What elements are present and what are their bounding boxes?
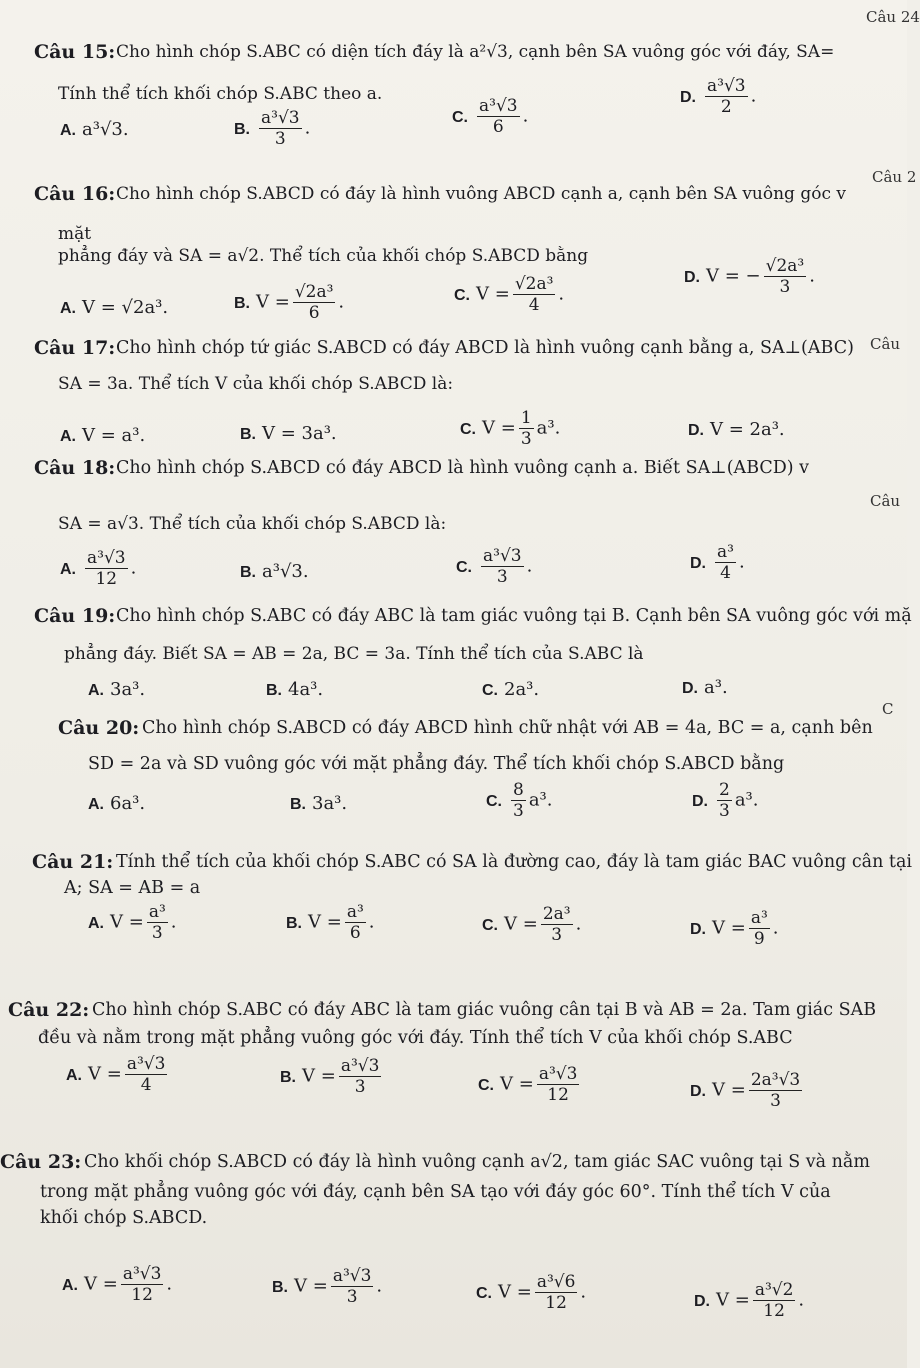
numerator: 2a³√3 bbox=[750, 1070, 801, 1090]
option-value: a³. bbox=[704, 677, 728, 698]
margin-note: C bbox=[882, 700, 894, 718]
option-key: A. bbox=[60, 300, 76, 317]
option-value: V = 2a³. bbox=[710, 419, 785, 440]
option-value: 2a³. bbox=[504, 679, 540, 700]
fraction bbox=[535, 1272, 578, 1313]
option-suffix: . bbox=[558, 283, 565, 305]
question-text: Cho hình chóp S.ABC có đáy ABC là tam giác vuông cân tại B và AB = 2a. Tam giác SAB bbox=[92, 1000, 877, 1020]
option-b[interactable] bbox=[240, 560, 309, 585]
numerator: a³√3 bbox=[479, 96, 518, 116]
question-text: Cho hình chóp S.ABCD có đáy ABCD là hình vuông cạnh a. Biết SA⊥(ABCD) v bbox=[116, 458, 810, 478]
option-a[interactable] bbox=[60, 424, 145, 449]
option-value: 4a³. bbox=[288, 679, 324, 700]
question-text: Cho hình chóp S.ABCD có đáy là hình vuông ABCD cạnh a, cạnh bên SA vuông góc v bbox=[116, 184, 846, 204]
denominator: 3 bbox=[346, 1287, 358, 1307]
numerator: a³√3 bbox=[126, 1054, 166, 1074]
denominator: 6 bbox=[492, 117, 504, 137]
question-number: Câu 22: bbox=[8, 999, 90, 1021]
option-c[interactable] bbox=[454, 274, 564, 315]
question-text: SA = 3a. Thể tích V của khối chóp S.ABCD là: bbox=[58, 374, 454, 394]
option-prefix: V = bbox=[498, 1281, 532, 1303]
fraction bbox=[717, 780, 732, 821]
option-suffix: . bbox=[750, 85, 757, 107]
question-number: Câu 15: bbox=[34, 41, 116, 63]
option-key: C. bbox=[482, 682, 498, 699]
option-key: C. bbox=[456, 558, 472, 576]
question-text: Tính thể tích khối chóp S.ABC theo a. bbox=[58, 84, 383, 104]
margin-note: Câu 24 bbox=[866, 8, 920, 26]
fraction bbox=[715, 542, 736, 583]
question-text: SD = 2a và SD vuông góc với mặt phẳng đáy. Thể tích khối chóp S.ABCD bằng bbox=[88, 754, 785, 774]
numerator: a³√3 bbox=[332, 1266, 372, 1286]
option-key: D. bbox=[682, 680, 698, 697]
option-key: D. bbox=[690, 554, 706, 572]
option-prefix: V = bbox=[482, 417, 516, 439]
denominator: 4 bbox=[140, 1075, 152, 1095]
option-suffix: . bbox=[304, 117, 311, 139]
fraction bbox=[764, 256, 807, 297]
denominator: 3 bbox=[354, 1077, 366, 1097]
fraction bbox=[121, 1264, 164, 1305]
option-prefix: V = bbox=[308, 911, 342, 933]
denominator: 3 bbox=[274, 129, 286, 149]
option-suffix: . bbox=[772, 917, 779, 939]
option-suffix: . bbox=[338, 291, 345, 313]
denominator: 4 bbox=[720, 563, 731, 583]
denominator: 3 bbox=[520, 429, 532, 449]
option-key: C. bbox=[486, 792, 502, 810]
question-text: Cho hình chóp S.ABCD có đáy ABCD hình chữ nhật với AB = 4a, BC = a, cạnh bên bbox=[142, 718, 873, 738]
fraction bbox=[537, 1064, 580, 1105]
fraction bbox=[541, 904, 573, 945]
option-key: B. bbox=[290, 796, 306, 813]
option-prefix: V = bbox=[504, 913, 538, 935]
denominator: 12 bbox=[545, 1293, 567, 1313]
option-a[interactable] bbox=[60, 118, 129, 143]
option-d[interactable] bbox=[690, 908, 779, 949]
option-prefix: V = bbox=[712, 917, 746, 939]
margin-note: Câu bbox=[870, 492, 901, 510]
numerator: 2 bbox=[719, 780, 730, 800]
fraction bbox=[749, 1070, 802, 1111]
numerator: a³√3 bbox=[340, 1056, 380, 1076]
question-number: Câu 16: bbox=[34, 183, 116, 205]
denominator: 3 bbox=[513, 801, 524, 821]
option-suffix: . bbox=[368, 911, 375, 933]
question-text: khối chóp S.ABCD. bbox=[40, 1208, 208, 1228]
option-key: C. bbox=[452, 108, 468, 126]
option-c[interactable] bbox=[452, 96, 528, 137]
fraction bbox=[481, 546, 524, 587]
denominator: 3 bbox=[551, 925, 563, 945]
option-suffix: . bbox=[376, 1275, 383, 1297]
fraction bbox=[331, 1266, 374, 1307]
option-prefix: V = bbox=[110, 911, 144, 933]
question-number: Câu 23: bbox=[0, 1151, 82, 1173]
option-b[interactable] bbox=[240, 422, 337, 447]
option-b[interactable] bbox=[234, 282, 344, 323]
option-b[interactable] bbox=[272, 1266, 382, 1307]
option-b[interactable] bbox=[266, 678, 323, 703]
question-text: phẳng đáy và SA = a√2. Thể tích của khối chóp S.ABCD bằng bbox=[58, 246, 589, 266]
question-text: đều và nằm trong mặt phẳng vuông góc với đáy. Tính thể tích V của khối chóp S.ABC bbox=[38, 1028, 793, 1048]
option-suffix: . bbox=[738, 551, 745, 573]
option-a[interactable] bbox=[60, 296, 168, 321]
option-d[interactable] bbox=[684, 256, 815, 297]
option-key: B. bbox=[234, 294, 250, 312]
question-text: Cho hình chóp S.ABC có đáy ABC là tam giác vuông tại B. Cạnh bên SA vuông góc với mặ bbox=[116, 606, 912, 626]
option-value: V = √2a³. bbox=[82, 297, 169, 318]
option-b[interactable] bbox=[280, 1056, 384, 1097]
numerator: a³ bbox=[717, 542, 734, 562]
numerator: 2a³ bbox=[542, 904, 571, 924]
margin-note: Câu bbox=[870, 335, 901, 353]
option-suffix: . bbox=[166, 1273, 173, 1295]
numerator: a³√3 bbox=[483, 546, 522, 566]
option-key: A. bbox=[60, 122, 76, 139]
option-c[interactable] bbox=[476, 1272, 586, 1313]
option-d[interactable] bbox=[690, 1070, 805, 1111]
fraction bbox=[705, 76, 748, 117]
question-number: Câu 19: bbox=[34, 605, 116, 627]
option-key: B. bbox=[272, 1278, 288, 1296]
option-key: D. bbox=[690, 1082, 706, 1100]
option-key: D. bbox=[692, 792, 708, 810]
option-value: 6a³. bbox=[110, 793, 146, 814]
option-prefix: V = bbox=[88, 1063, 122, 1085]
option-prefix: V = bbox=[294, 1275, 328, 1297]
question-number: Câu 17: bbox=[34, 337, 116, 359]
option-a[interactable] bbox=[88, 792, 145, 817]
question-text: phẳng đáy. Biết SA = AB = 2a, BC = 3a. Tính thể tích của S.ABC là bbox=[64, 644, 644, 664]
option-suffix: . bbox=[170, 911, 177, 933]
option-key: C. bbox=[478, 1076, 494, 1094]
numerator: 8 bbox=[513, 780, 524, 800]
option-suffix: a³. bbox=[734, 789, 759, 811]
option-key: D. bbox=[684, 268, 700, 286]
fraction bbox=[511, 780, 526, 821]
option-key: A. bbox=[88, 682, 104, 699]
fraction bbox=[513, 274, 556, 315]
denominator: 3 bbox=[496, 567, 508, 587]
option-c[interactable] bbox=[486, 780, 553, 821]
option-prefix: V = bbox=[476, 283, 510, 305]
option-suffix: . bbox=[580, 1281, 587, 1303]
numerator: √2a³ bbox=[294, 282, 334, 302]
denominator: 6 bbox=[349, 923, 361, 943]
option-key: B. bbox=[240, 564, 256, 581]
fraction bbox=[259, 108, 302, 149]
option-value: a³√3. bbox=[262, 561, 309, 582]
fraction bbox=[477, 96, 520, 137]
denominator: 4 bbox=[528, 295, 540, 315]
question-text: Cho hình chóp S.ABC có diện tích đáy là a²√3, cạnh bên SA vuông góc với đáy, SA= bbox=[116, 42, 835, 62]
denominator: 12 bbox=[547, 1085, 569, 1105]
numerator: a³√2 bbox=[754, 1280, 794, 1300]
option-key: A. bbox=[62, 1276, 78, 1294]
denominator: 3 bbox=[770, 1091, 781, 1111]
fraction bbox=[339, 1056, 382, 1097]
option-d[interactable] bbox=[688, 418, 785, 443]
question-text: trong mặt phẳng vuông góc với đáy, cạnh bên SA tạo với đáy góc 60°. Tính thể tích V của bbox=[40, 1182, 831, 1202]
option-key: C. bbox=[482, 916, 498, 934]
question-number: Câu 20: bbox=[58, 717, 140, 739]
option-value: a³√3. bbox=[82, 119, 129, 140]
option-prefix: V = bbox=[256, 291, 290, 313]
option-key: B. bbox=[286, 914, 302, 932]
question-text: Cho hình chóp tứ giác S.ABCD có đáy ABCD là hình vuông cạnh bằng a, SA⊥(ABC) bbox=[116, 338, 854, 358]
option-c[interactable] bbox=[456, 546, 532, 587]
option-a[interactable] bbox=[60, 548, 136, 589]
numerator: a³ bbox=[750, 908, 768, 928]
option-key: B. bbox=[234, 120, 250, 138]
option-prefix: V = bbox=[712, 1079, 746, 1101]
option-prefix: V = bbox=[302, 1065, 336, 1087]
option-value: V = a³. bbox=[82, 425, 146, 446]
question-text: mặt bbox=[58, 224, 92, 244]
option-key: B. bbox=[280, 1068, 296, 1086]
question-text: SA = a√3. Thể tích của khối chóp S.ABCD là: bbox=[58, 514, 447, 534]
option-d[interactable] bbox=[680, 76, 756, 117]
option-suffix: . bbox=[526, 555, 533, 577]
option-key: D. bbox=[680, 88, 696, 106]
option-c[interactable] bbox=[482, 904, 581, 945]
fraction bbox=[85, 548, 128, 589]
numerator: √2a³ bbox=[765, 256, 805, 276]
numerator: a³√3 bbox=[261, 108, 300, 128]
numerator: a³√3 bbox=[707, 76, 746, 96]
option-a[interactable] bbox=[88, 678, 145, 703]
option-key: A. bbox=[88, 914, 104, 932]
denominator: 3 bbox=[719, 801, 730, 821]
option-key: A. bbox=[88, 796, 104, 813]
option-suffix: . bbox=[130, 557, 137, 579]
option-prefix: V = − bbox=[706, 265, 761, 287]
question-number: Câu 18: bbox=[34, 457, 116, 479]
option-a[interactable] bbox=[66, 1054, 170, 1095]
option-suffix: . bbox=[522, 105, 529, 127]
option-d[interactable] bbox=[690, 542, 745, 583]
option-key: D. bbox=[688, 422, 704, 439]
fraction bbox=[749, 908, 770, 949]
option-d[interactable] bbox=[692, 780, 759, 821]
option-key: A. bbox=[60, 560, 76, 578]
question-text: A; SA = AB = a bbox=[64, 878, 201, 898]
option-prefix: V = bbox=[716, 1289, 750, 1311]
option-b[interactable] bbox=[234, 108, 310, 149]
fraction bbox=[147, 902, 168, 943]
option-key: B. bbox=[266, 682, 282, 699]
fraction bbox=[753, 1280, 796, 1321]
option-suffix: a³. bbox=[528, 789, 553, 811]
option-value: 3a³. bbox=[312, 793, 348, 814]
option-a[interactable] bbox=[88, 902, 177, 943]
option-suffix: . bbox=[575, 913, 582, 935]
option-b[interactable] bbox=[286, 902, 375, 943]
option-c[interactable] bbox=[478, 1064, 582, 1105]
option-d[interactable] bbox=[694, 1280, 804, 1321]
margin-note: Câu 2 bbox=[872, 168, 917, 186]
denominator: 12 bbox=[131, 1285, 153, 1305]
numerator: a³√3 bbox=[122, 1264, 162, 1284]
option-key: D. bbox=[694, 1292, 710, 1310]
option-key: D. bbox=[690, 920, 706, 938]
numerator: a³√6 bbox=[536, 1272, 576, 1292]
denominator: 2 bbox=[720, 97, 732, 117]
fraction bbox=[293, 282, 336, 323]
option-suffix: . bbox=[798, 1289, 805, 1311]
option-prefix: V = bbox=[84, 1273, 118, 1295]
option-c[interactable] bbox=[460, 408, 560, 449]
numerator: a³ bbox=[346, 902, 364, 922]
numerator: √2a³ bbox=[514, 274, 554, 294]
denominator: 3 bbox=[779, 277, 791, 297]
denominator: 3 bbox=[151, 923, 163, 943]
fraction bbox=[125, 1054, 168, 1095]
option-suffix: a³. bbox=[536, 417, 561, 439]
fraction bbox=[519, 408, 534, 449]
question-text: Tính thể tích của khối chóp S.ABC có SA là đường cao, đáy là tam giác BAC vuông cân tại bbox=[116, 852, 912, 872]
fraction bbox=[345, 902, 366, 943]
option-key: B. bbox=[240, 426, 256, 443]
question-number: Câu 21: bbox=[32, 851, 114, 873]
denominator: 12 bbox=[95, 569, 118, 589]
numerator: a³ bbox=[148, 902, 166, 922]
option-value: 3a³. bbox=[110, 679, 146, 700]
option-prefix: V = bbox=[500, 1073, 534, 1095]
option-key: C. bbox=[476, 1284, 492, 1302]
option-value: V = 3a³. bbox=[262, 423, 337, 444]
numerator: a³√3 bbox=[538, 1064, 578, 1084]
denominator: 12 bbox=[763, 1301, 785, 1321]
question-text: Cho khối chóp S.ABCD có đáy là hình vuông cạnh a√2, tam giác SAC vuông tại S và nằm bbox=[84, 1152, 870, 1172]
option-d[interactable] bbox=[682, 676, 728, 701]
option-b[interactable] bbox=[290, 792, 347, 817]
numerator: a³√3 bbox=[87, 548, 126, 568]
option-key: C. bbox=[460, 420, 476, 438]
denominator: 6 bbox=[308, 303, 320, 323]
option-key: A. bbox=[66, 1066, 82, 1084]
numerator: 1 bbox=[520, 408, 532, 428]
option-key: A. bbox=[60, 428, 76, 445]
option-c[interactable] bbox=[482, 678, 539, 703]
option-a[interactable] bbox=[62, 1264, 172, 1305]
option-suffix: . bbox=[809, 265, 815, 287]
denominator: 9 bbox=[753, 929, 765, 949]
option-key: C. bbox=[454, 286, 470, 304]
